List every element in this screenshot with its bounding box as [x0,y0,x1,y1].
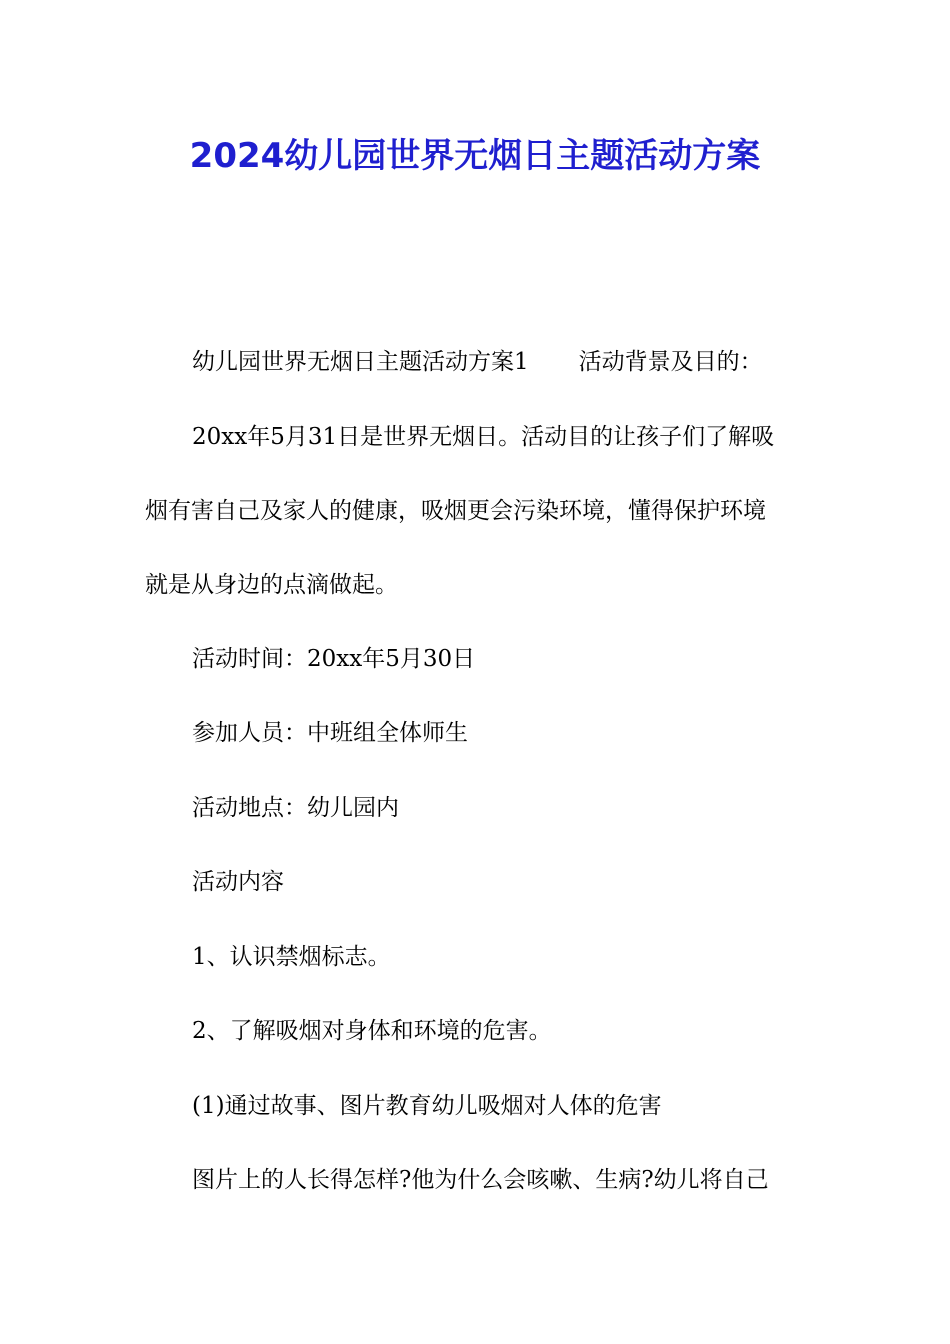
document-title: 2024幼儿园世界无烟日主题活动方案 [189,136,761,176]
activity-location: 活动地点：幼儿园内 [192,795,399,821]
paragraph-line: 就是从身边的点滴做起。 [145,572,398,598]
list-item: 1、认识禁烟标志。 [192,944,391,970]
paragraph-heading [192,348,763,376]
list-item: 2、了解吸烟对身体和环境的危害。 [192,1018,552,1044]
plan-label: 幼儿园世界无烟日主题活动方案1 [192,349,529,375]
participants: 参加人员：中班组全体师生 [192,720,468,746]
background-purpose-label: 活动背景及目的： [578,349,763,375]
sub-list-item: (1)通过故事、图片教育幼儿吸烟对人体的危害 [192,1093,662,1119]
paragraph-line: 20xx年5月31日是世界无烟日。活动目的让孩子们了解吸 [192,424,775,450]
paragraph-line: 烟有害自己及家人的健康，吸烟更会污染环境，懂得保护环境 [145,498,766,524]
section-heading: 活动内容 [192,869,284,895]
activity-time: 活动时间：20xx年5月30日 [192,646,476,672]
paragraph-line: 图片上的人长得怎样?他为什么会咳嗽、生病?幼儿将自己 [192,1167,769,1193]
